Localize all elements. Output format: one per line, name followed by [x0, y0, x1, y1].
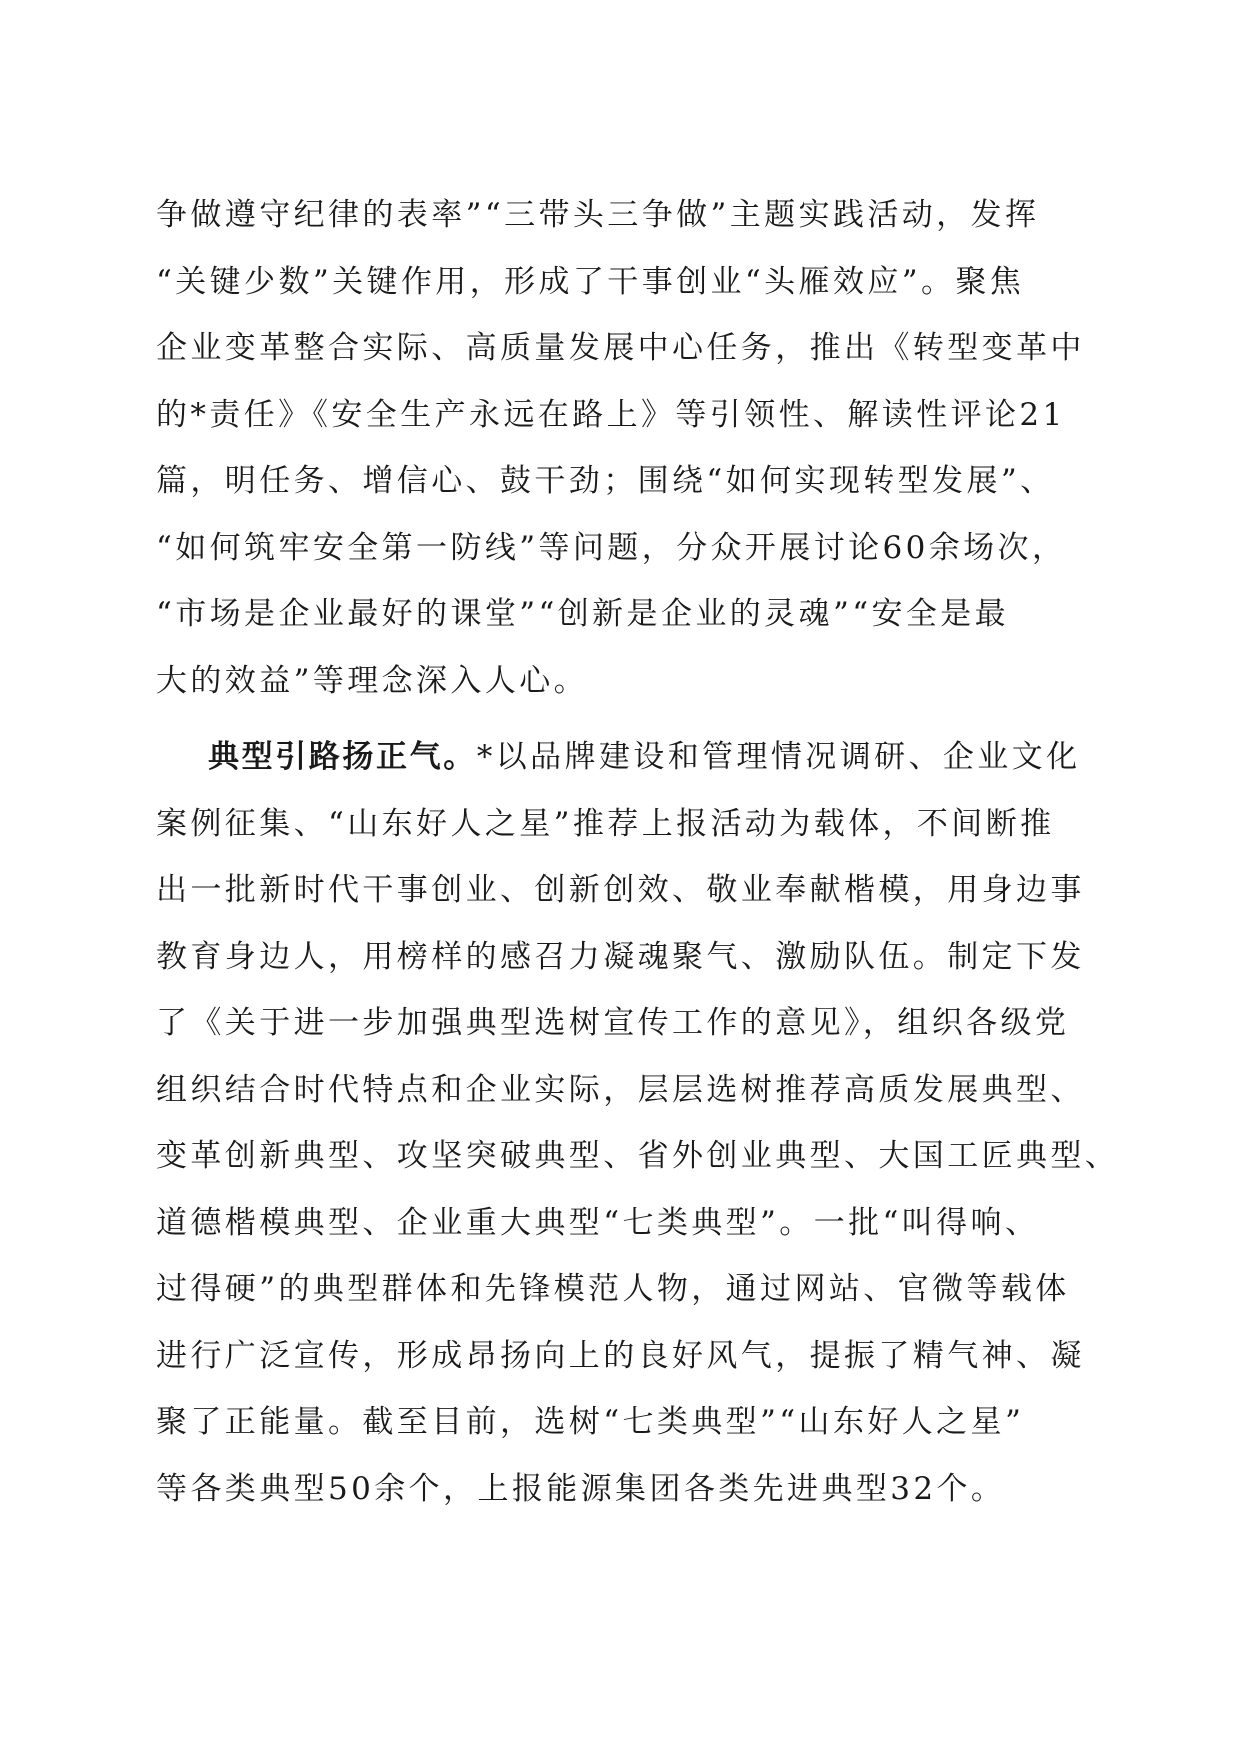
text-line: 的*责任》《安全生产永远在路上》等引领性、解读性评论21 — [156, 396, 1066, 433]
text-line: 等各类典型50余个，上报能源集团各类先进典型32个。 — [156, 1470, 1006, 1507]
text-line: 了《关于进一步加强典型选树宣传工作的意见》，组织各级党 — [156, 1005, 1070, 1041]
text-line: “如何筑牢安全第一防线”等问题，分众开展讨论60余场次， — [156, 529, 1067, 566]
text-line: 争做遵守纪律的表率”“三带头三争做”主题实践活动，发挥 — [156, 197, 1040, 233]
text-line: 组织结合时代特点和企业实际，层层选树推荐高质发展典型、 — [156, 1071, 1085, 1108]
section-heading: 典型引路扬正气。 — [208, 739, 477, 775]
text-line: “市场是企业最好的课堂”“创新是企业的灵魂”“安全是最 — [156, 596, 1010, 632]
text-line: 进行广泛宣传，形成昂扬向上的良好风气，提振了精气神、凝 — [156, 1337, 1085, 1374]
text-line: 大的效益”等理念深入人心。 — [156, 662, 589, 699]
first-line-text: *以品牌建设和管理情况调研、企业文化 — [476, 739, 1081, 775]
paragraph-1 — [156, 182, 1096, 714]
text-line: 出一批新时代干事创业、创新创效、敬业奉献楷模，用身边事 — [156, 872, 1085, 908]
paragraph-spacer — [156, 714, 1096, 724]
text-line: 过得硬”的典型群体和先锋模范人物，通过网站、官微等载体 — [156, 1271, 1070, 1307]
text-line: 教育身边人，用榜样的感召力凝魂聚气、激励队伍。制定下发 — [156, 938, 1085, 975]
text-line: “关键少数”关键作用，形成了干事创业“头雁效应”。聚焦 — [156, 263, 1025, 300]
text-line: 案例征集、“山东好人之星”推荐上报活动为载体，不间断推 — [156, 805, 1055, 842]
text-line: 企业变革整合实际、高质量发展中心任务，推出《转型变革中 — [156, 330, 1085, 366]
text-line: 聚了正能量。截至目前，选树“七类典型”“山东好人之星” — [156, 1404, 1025, 1440]
paragraph-first-line — [156, 724, 1096, 791]
text-line: 篇，明任务、增信心、鼓干劲；围绕“如何实现转型发展”、 — [156, 463, 1055, 499]
text-line: 道德楷模典型、企业重大典型“七类典型”。一批“叫得响、 — [156, 1204, 1040, 1241]
paragraph-2 — [156, 724, 1120, 1522]
document-body — [156, 182, 1120, 1522]
text-line: 变革创新典型、攻坚突破典型、省外创业典型、大国工匠典型、 — [156, 1138, 1120, 1174]
